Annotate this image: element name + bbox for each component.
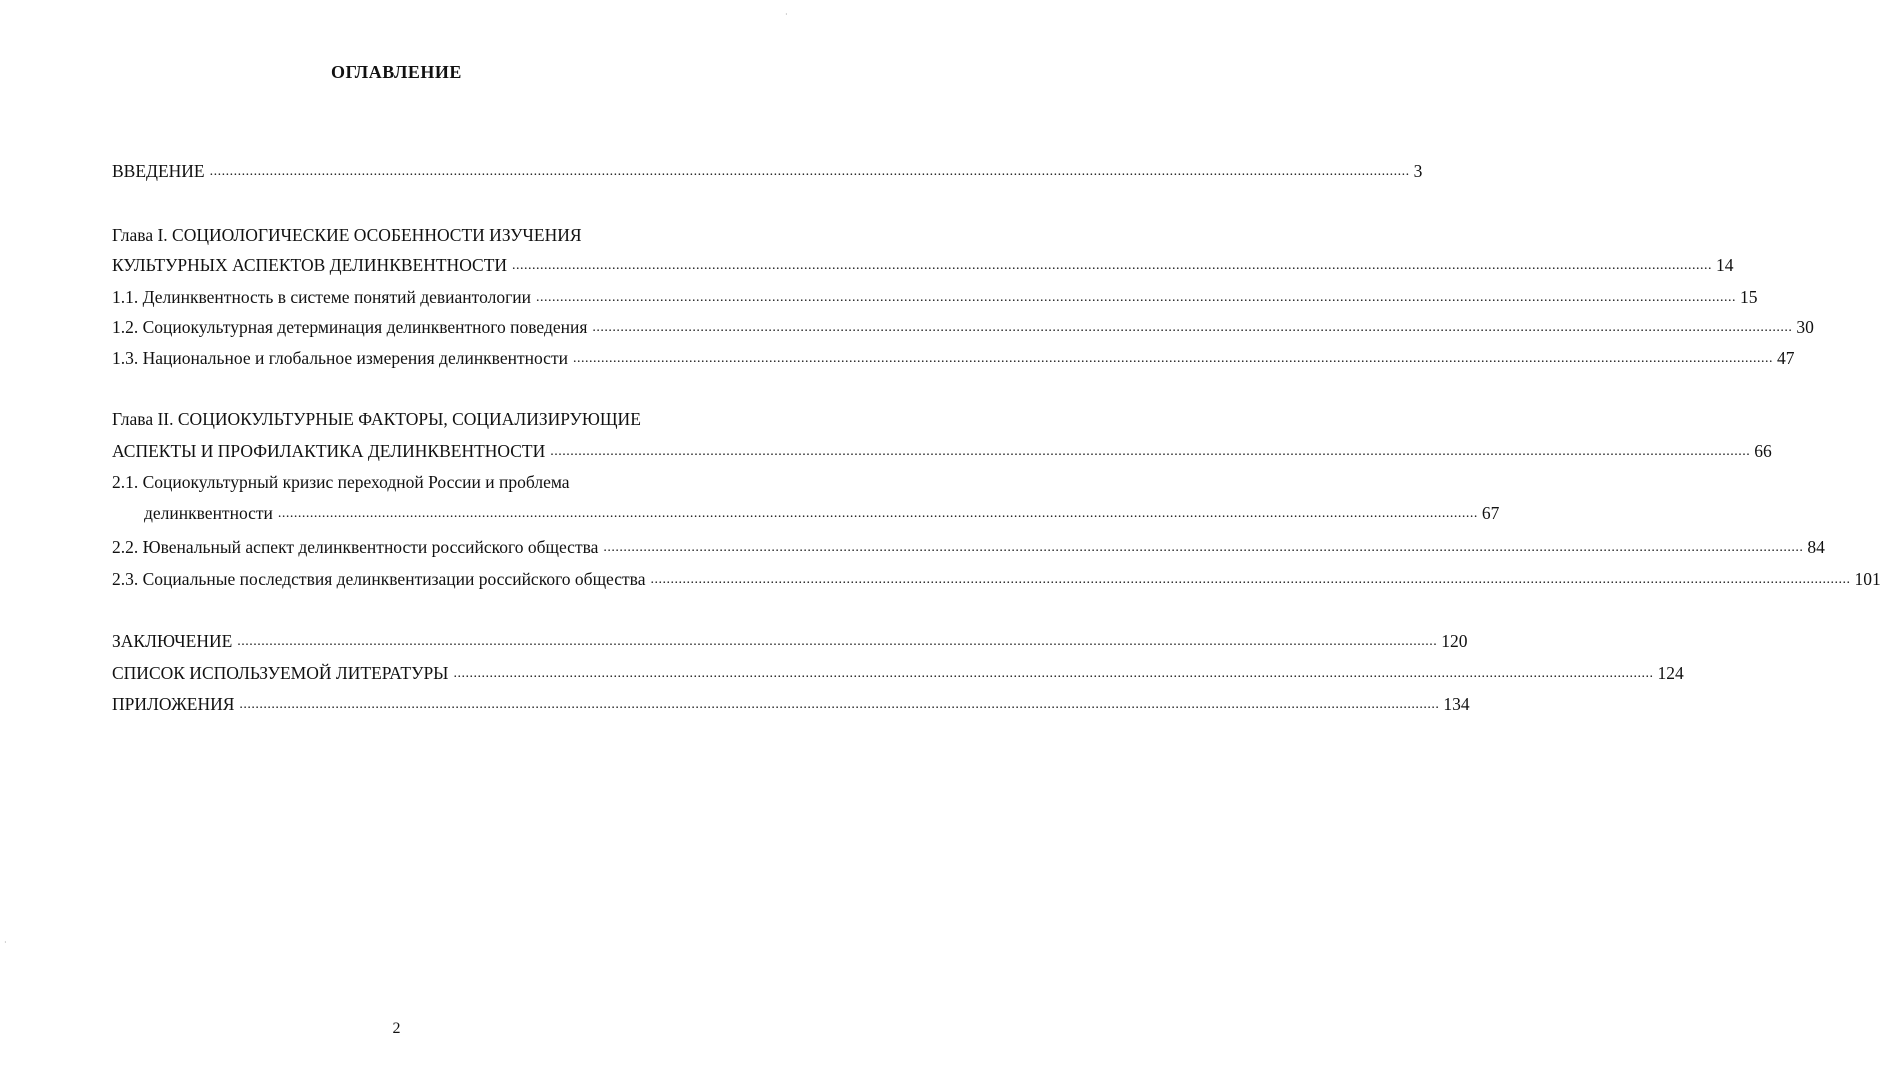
toc-entry-1-1[interactable] (112, 282, 1758, 308)
toc-entry-conclusion[interactable] (112, 626, 1468, 652)
leader-dots: ............................................................................................................................................................................................................................................................................................................ (603, 540, 1804, 555)
toc-entry-label: 1.2. Социокультурная детерминация делинквентного поведения (112, 317, 588, 337)
toc-entry-label: 1.3. Национальное и глобальное измерения делинквентности (112, 348, 568, 368)
leader-dots: ............................................................................................................................................................................................................................................................................................................ (650, 572, 1851, 587)
leader-dots: ............................................................................................................................................................................................................................................................................................................ (550, 444, 1751, 459)
toc-entry-page: 120 (1441, 631, 1468, 651)
toc-entry-1-3[interactable] (112, 343, 1795, 369)
leader-dots: ............................................................................................................................................................................................................................................................................................................ (592, 320, 1793, 335)
toc-entry-label: делинквентности (144, 503, 273, 523)
toc-entry-appendix[interactable] (112, 689, 1470, 715)
toc-entry-2-3[interactable] (112, 564, 1881, 590)
toc-entry-page: 3 (1413, 161, 1423, 181)
scan-speck: · (4, 938, 7, 947)
leader-dots: ............................................................................................................................................................................................................................................................................................................ (239, 697, 1440, 712)
toc-entry-2-2[interactable] (112, 532, 1825, 558)
leader-dots: ............................................................................................................................................................................................................................................................................................................ (277, 506, 1478, 521)
toc-entry-label: 1.1. Делинквентность в системе понятий девиантологии (112, 287, 531, 307)
toc-entry-label: 2.2. Ювенальный аспект делинквентности российского общества (112, 537, 599, 557)
leader-dots: ............................................................................................................................................................................................................................................................................................................ (572, 351, 1773, 366)
chapter-1-heading-line1: Глава I. СОЦИОЛОГИЧЕСКИЕ ОСОБЕННОСТИ ИЗУЧЕНИЯ (112, 225, 582, 245)
toc-entry-label: КУЛЬТУРНЫХ АСПЕКТОВ ДЕЛИНКВЕНТНОСТИ (112, 255, 508, 275)
toc-entry-label: АСПЕКТЫ И ПРОФИЛАКТИКА ДЕЛИНКВЕНТНОСТИ (112, 441, 546, 461)
toc-entry-page: 15 (1739, 287, 1758, 307)
toc-entry-page: 124 (1657, 663, 1684, 683)
toc-entry-chapter-2[interactable] (112, 436, 1772, 462)
toc-entry-label: СПИСОК ИСПОЛЬЗУЕМОЙ ЛИТЕРАТУРЫ (112, 663, 449, 683)
page-number: 2 (392, 1020, 401, 1037)
toc-entry-2-1-line1: 2.1. Социокультурный кризис переходной России и проблема (112, 472, 570, 492)
toc-entry-intro[interactable] (112, 156, 1423, 182)
toc-entry-label: ВВЕДЕНИЕ (112, 161, 205, 181)
toc-entry-label: ЗАКЛЮЧЕНИЕ (112, 631, 233, 651)
toc-entry-page: 14 (1716, 255, 1734, 275)
toc-entry-page: 134 (1443, 694, 1470, 714)
toc-entry-page: 101 (1854, 569, 1881, 589)
toc-entry-page: 66 (1754, 441, 1772, 461)
leader-dots: ............................................................................................................................................................................................................................................................................................................ (512, 258, 1713, 273)
toc-title: ОГЛАВЛЕНИЕ (331, 62, 462, 82)
leader-dots: ............................................................................................................................................................................................................................................................................................................ (453, 666, 1654, 681)
chapter-2-heading-line1: Глава II. СОЦИОКУЛЬТУРНЫЕ ФАКТОРЫ, СОЦИАЛИЗИРУЮЩИЕ (112, 409, 641, 429)
toc-entry-label: ПРИЛОЖЕНИЯ (112, 694, 235, 714)
toc-entry-1-2[interactable] (112, 312, 1814, 338)
leader-dots: ............................................................................................................................................................................................................................................................................................................ (535, 290, 1736, 305)
toc-entry-label: 2.3. Социальные последствия делинквентизации российского общества (112, 569, 646, 589)
toc-entry-2-1[interactable] (144, 498, 1500, 524)
toc-entry-page: 30 (1796, 317, 1814, 337)
leader-dots: ............................................................................................................................................................................................................................................................................................................ (237, 634, 1438, 649)
scan-speck: · (785, 10, 788, 19)
toc-entry-page: 84 (1807, 537, 1825, 557)
toc-entry-chapter-1[interactable] (112, 250, 1734, 276)
toc-entry-page: 67 (1481, 503, 1500, 523)
toc-entry-page: 47 (1776, 348, 1795, 368)
leader-dots: ............................................................................................................................................................................................................................................................................................................ (209, 164, 1410, 179)
toc-entry-literature[interactable] (112, 658, 1684, 684)
